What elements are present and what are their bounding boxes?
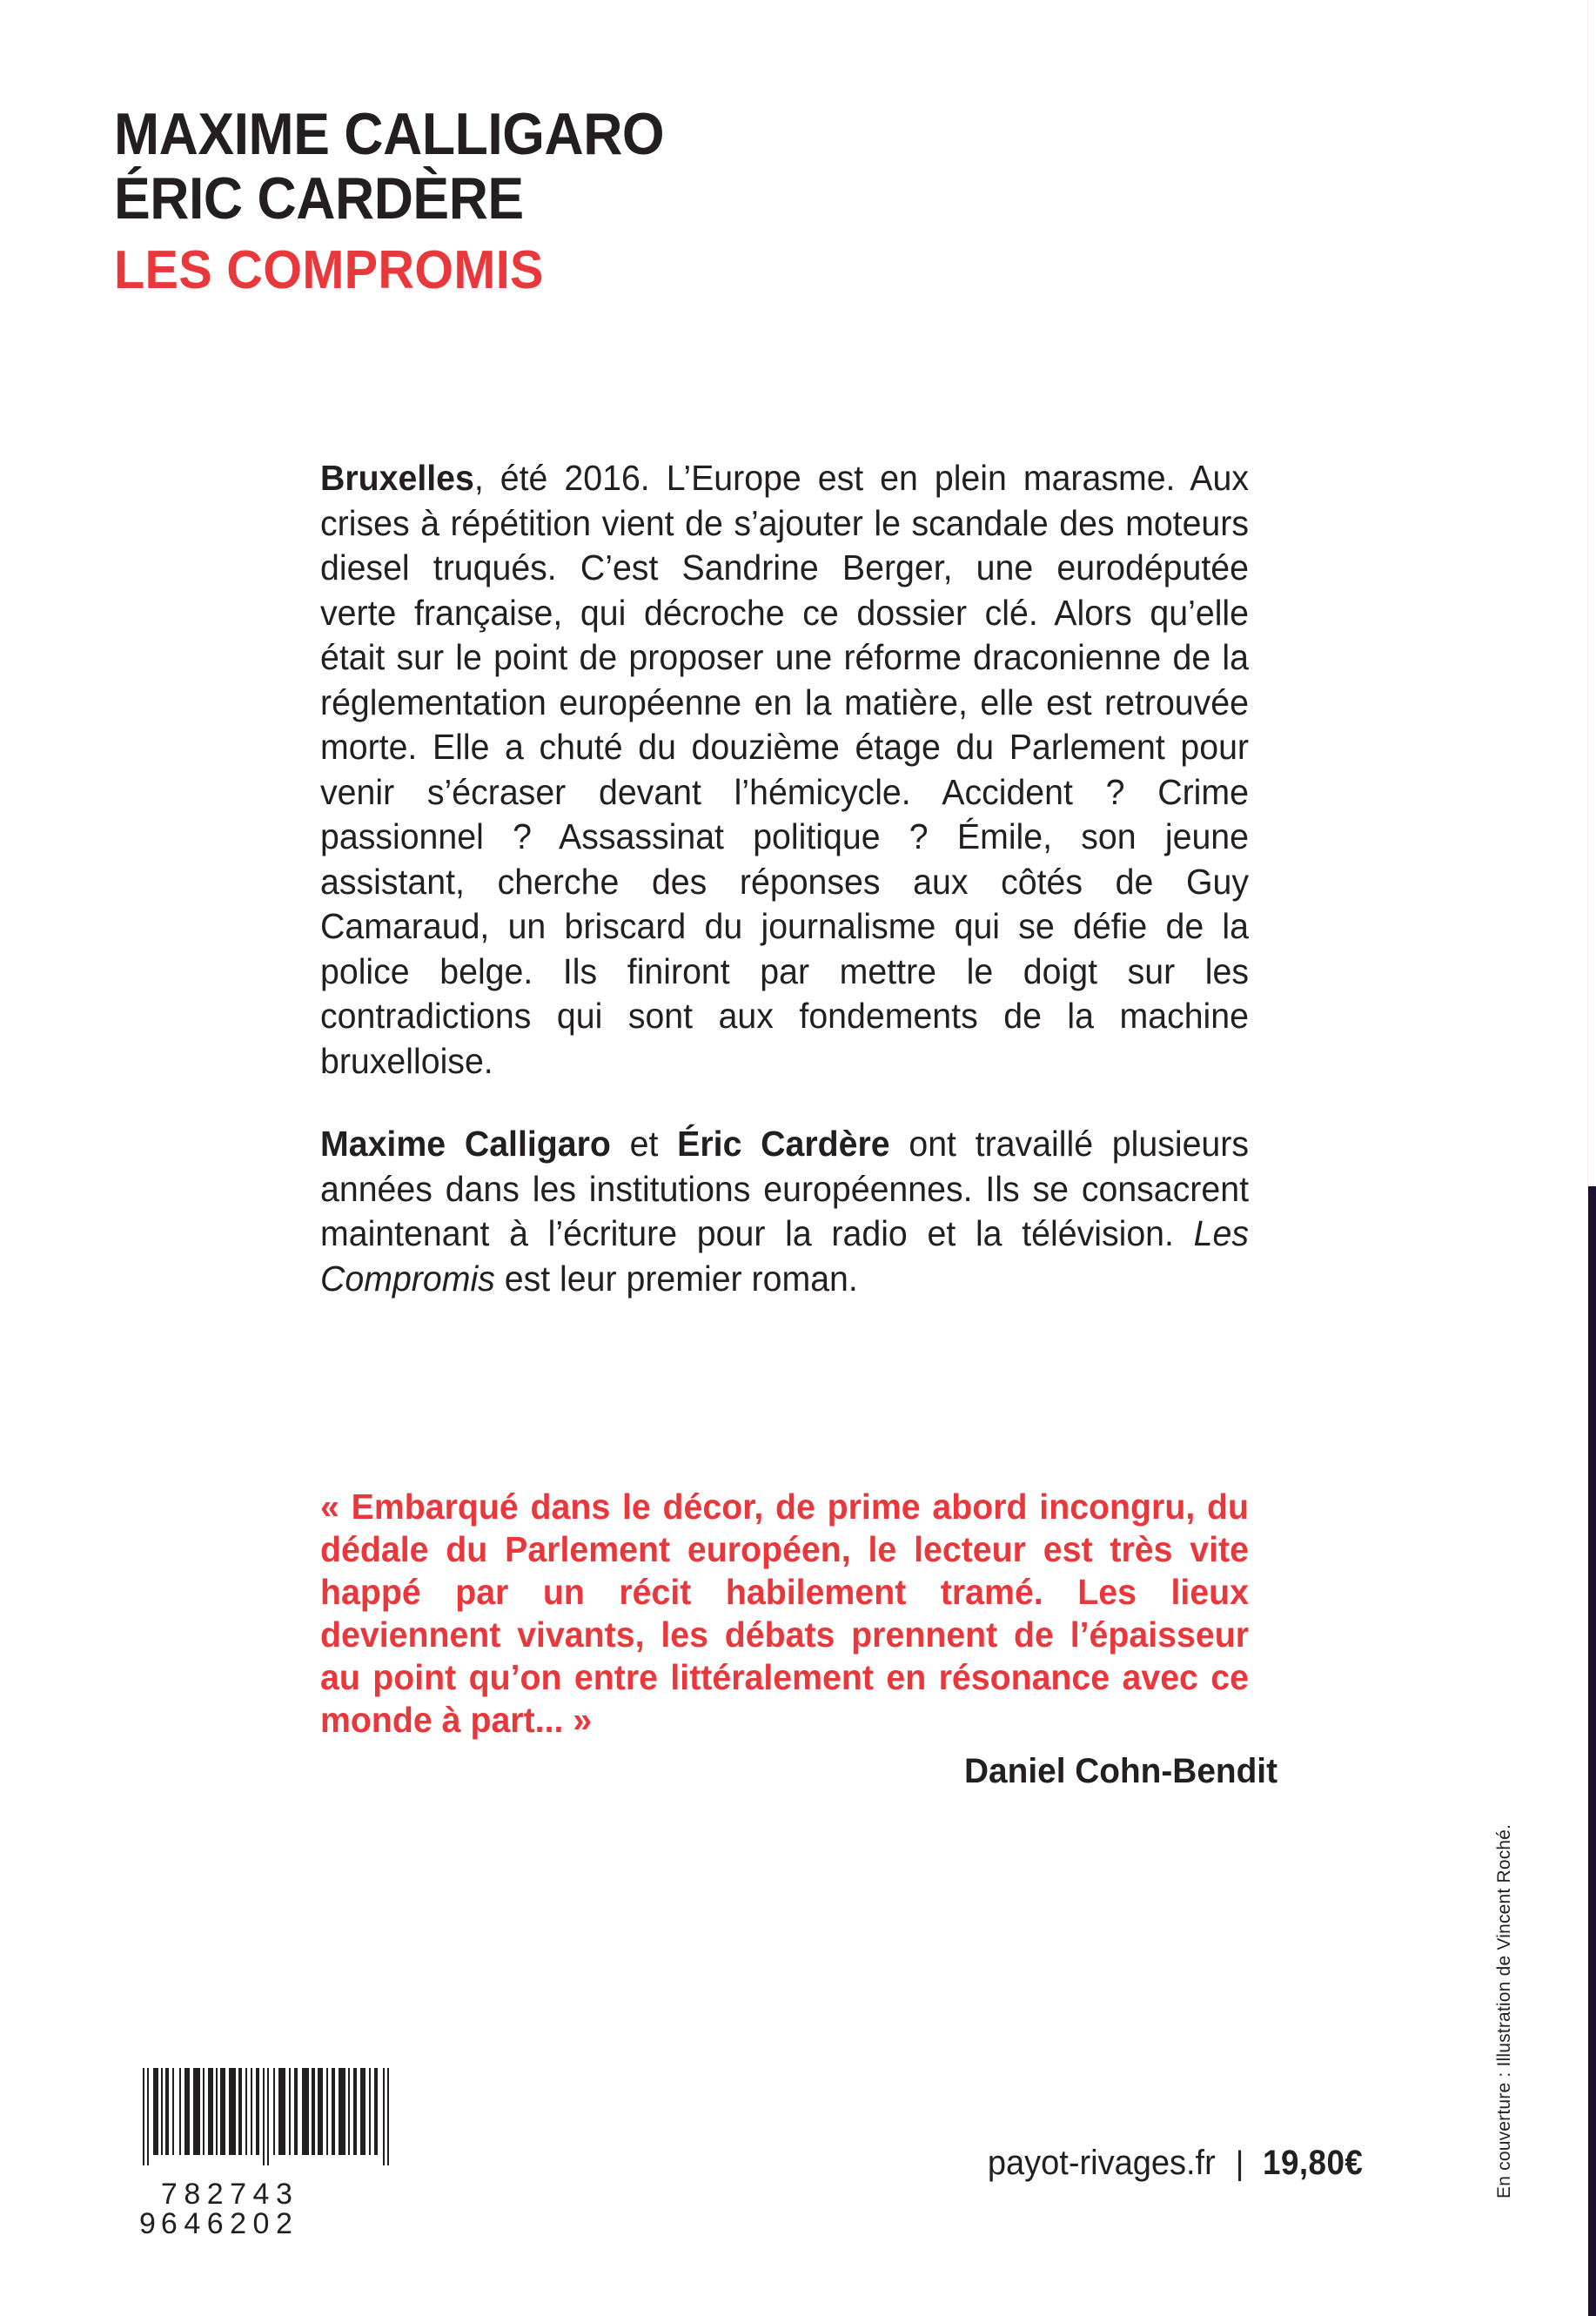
title-block [114,101,1071,300]
author-bio-paragraph [320,1122,1249,1301]
isbn-barcode [139,2068,411,2240]
barcode-digits: 782743 646202 [160,2178,299,2240]
synopsis-paragraph [320,456,1249,1084]
book-price: 19,80€ [1262,2144,1363,2182]
bio-conjunction: et [610,1124,678,1164]
publisher-separator: | [1235,2145,1244,2182]
book-title: LES COMPROMIS [114,240,544,300]
bio-book-title: Les Compromis [320,1213,1249,1299]
blurb-attribution: Daniel Cohn-Bendit [964,1752,1277,1790]
author-name-secondary: ÉRIC CARDÈRE [114,165,524,232]
spine-strip [1588,1186,1596,2316]
synopsis-lead-word: Bruxelles [320,458,474,498]
spine-hairline [1587,0,1588,1196]
bio-text-before-title: ont travaillé plusieurs années dans les institutions européennes. Ils se consacrent maintenant à l’écriture pour la radio et la télévision. [320,1124,1249,1253]
bio-author-two: Éric Cardère [677,1124,890,1164]
barcode-bars-icon [139,2068,411,2179]
publisher-website[interactable]: payot-rivages.fr [987,2144,1216,2182]
cover-credit-vertical: En couverture : Illustration de Vincent Roché. [1494,1823,1514,2199]
bio-text-after-title: est leur premier roman. [494,1258,858,1299]
barcode-lead-digit: 9 [139,2207,156,2240]
bio-author-one: Maxime Calligaro [320,1124,611,1164]
synopsis-body: , été 2016. L’Europe est en plein marasme. Aux crises à répétition vient de s’ajouter le scandale des moteurs diesel truqués. C’est Sandrine Berger, une eurodéputée verte française, qui décroche ce dossier clé. Alors qu’elle était sur le point de proposer une réforme draconienne de la réglementation européenne en la matière, elle est retrouvée morte. Elle a chuté du douzième étage du Parlement pour venir s’écraser devant l’hémicycle. Accident ? Crime passionnel ? Assassinat politique ? Émile, son jeune assistant, cherche des réponses aux côtés de Guy Camaraud, un briscard du journalisme qui se défie de la police belge. Ils finiront par mettre le doigt sur les contradictions qui sont aux fondements de la machine bruxelloise. [320,458,1249,1081]
press-blurb [320,1486,1277,1792]
publisher-footer [982,2143,1367,2184]
author-name-primary: MAXIME CALLIGARO [114,101,665,167]
synopsis-column [320,456,1277,1301]
blurb-quote: « Embarqué dans le décor, de prime abord incongru, du dédale du Parlement européen, le lecteur est très vite happé par un récit habilement tramé. Les lieux deviennent vivants, les débats prennent de l’épaisseur au point qu’on entre littéralement en résonance avec ce monde à part... » [320,1487,1249,1740]
barcode-number-row [139,2179,411,2240]
